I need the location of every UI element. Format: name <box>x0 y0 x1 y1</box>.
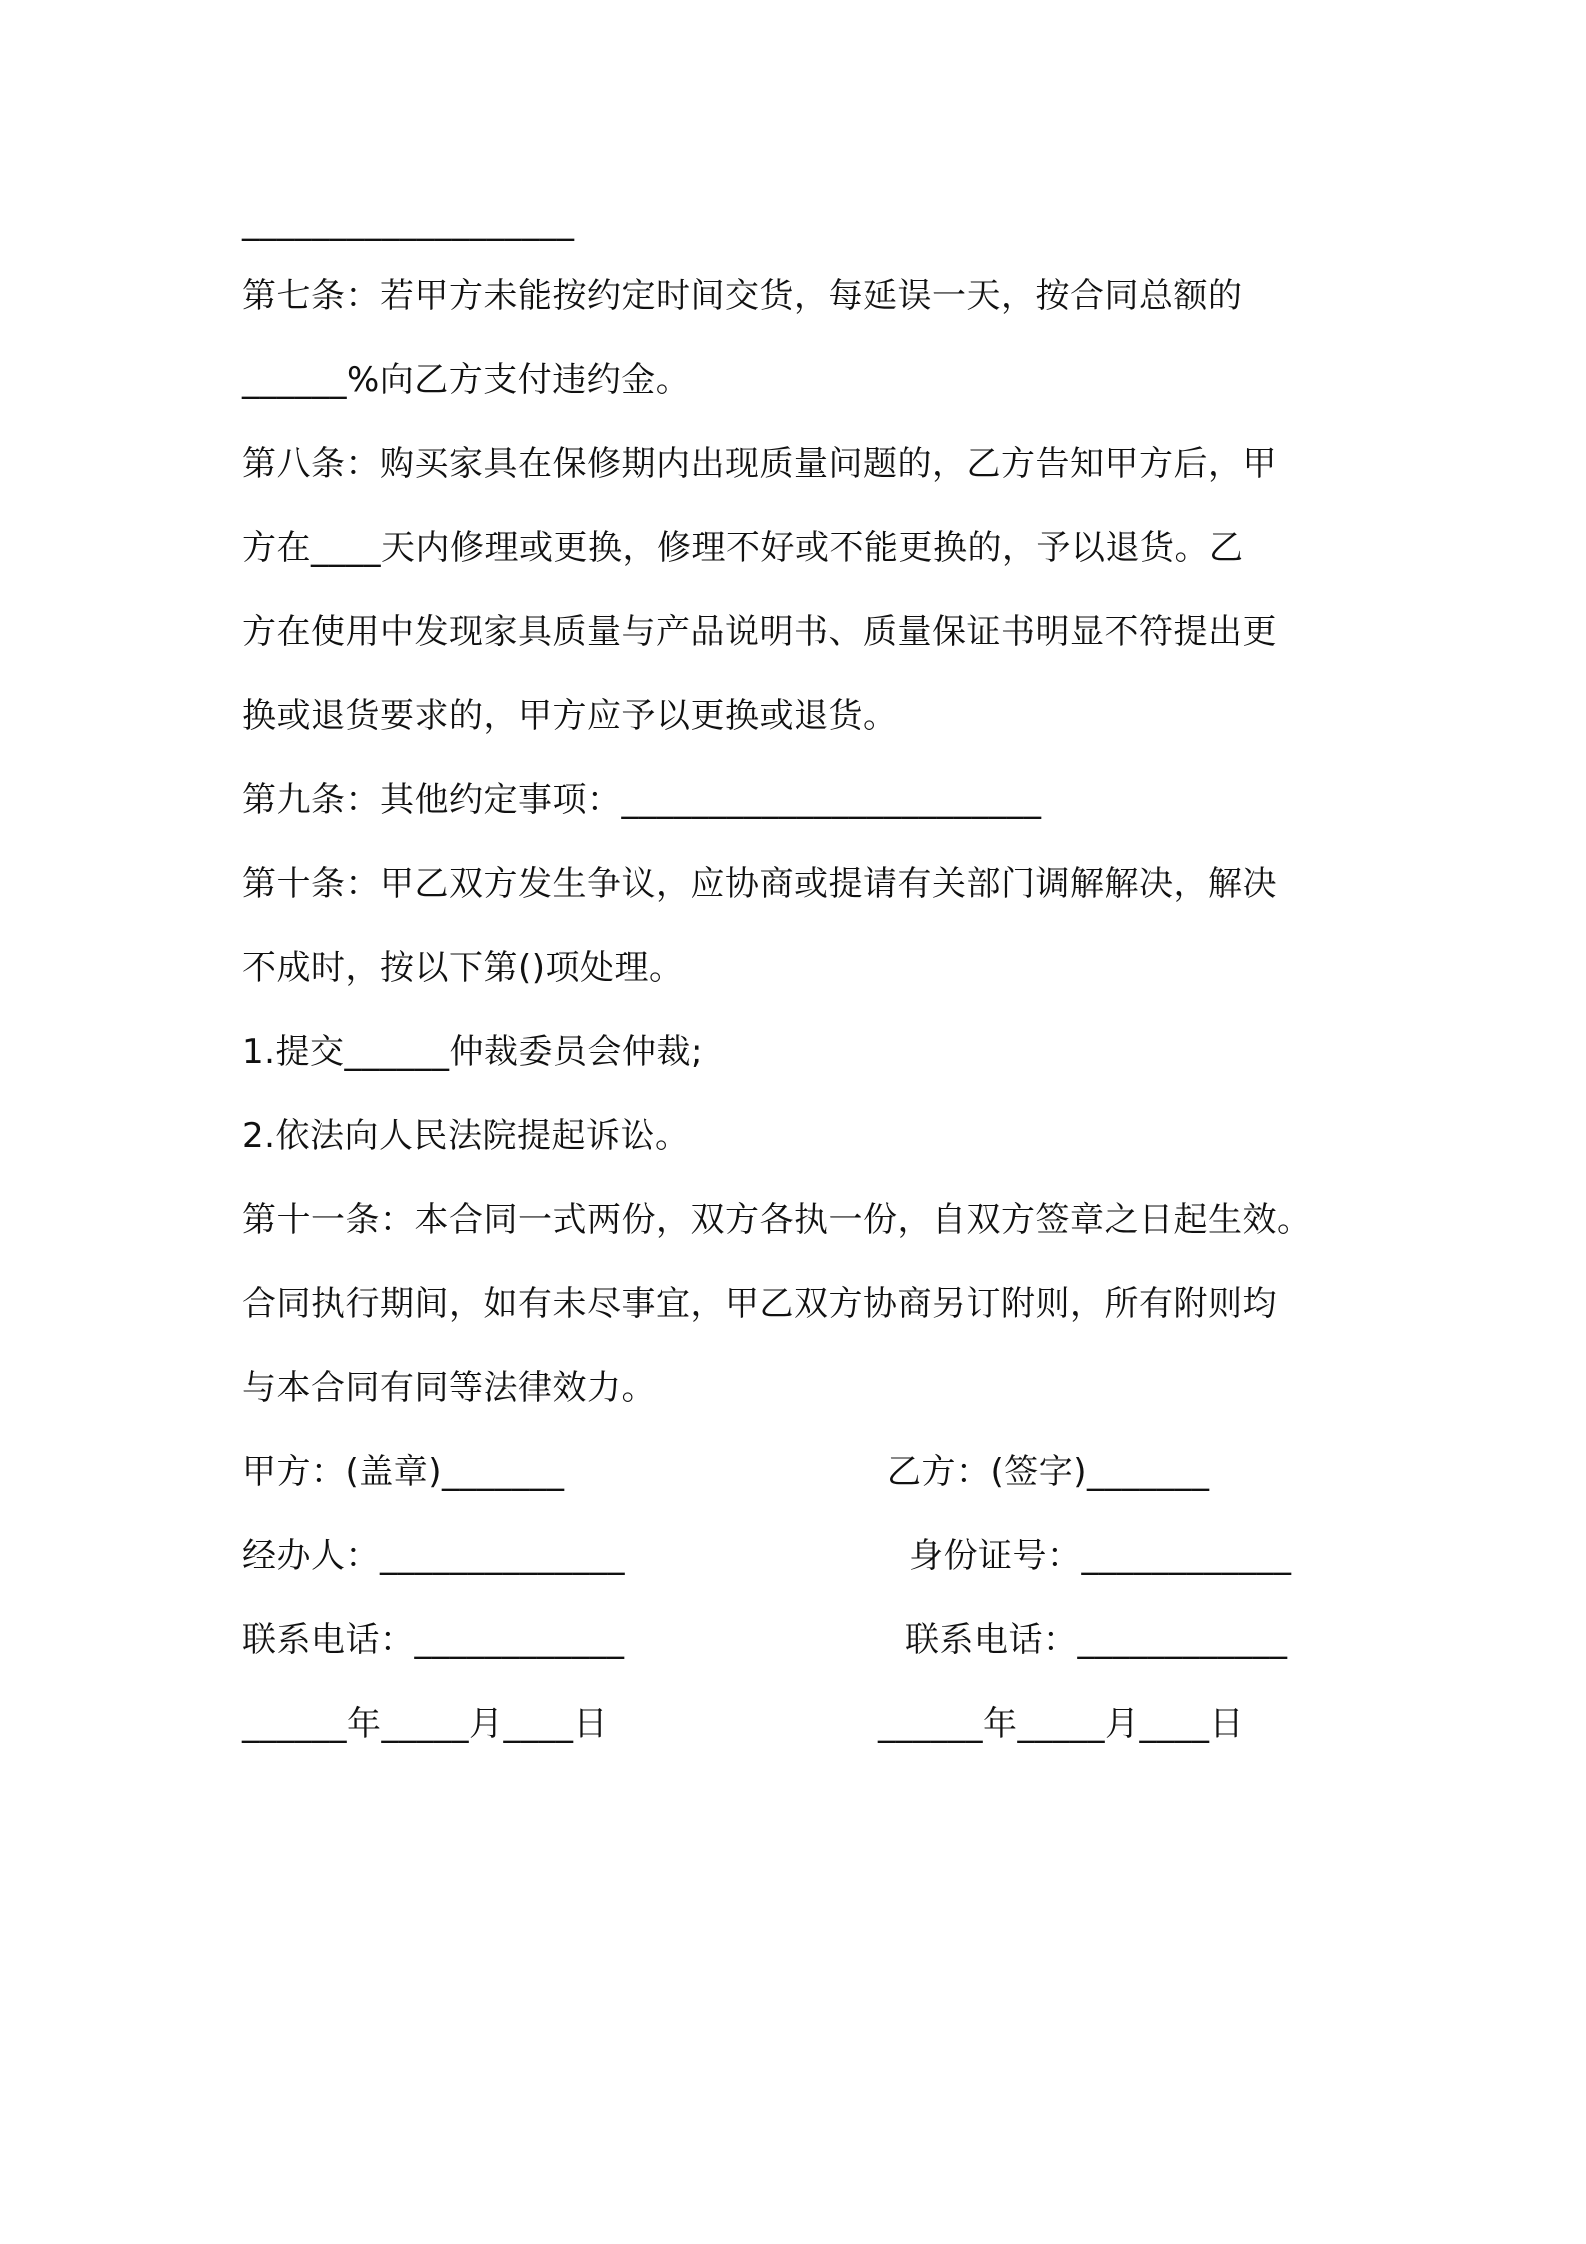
article-8-line-1: 第八条：购买家具在保修期内出现质量问题的，乙方告知甲方后，甲 <box>242 444 1277 484</box>
article-8-line-3: 方在使用中发现家具质量与产品说明书、质量保证书明显不符提出更 <box>242 612 1277 652</box>
article-7-line-1: 第七条：若甲方未能按约定时间交货，每延误一天，按合同总额的 <box>242 276 1243 316</box>
signature-row-parties <box>242 1430 1352 1514</box>
article-10-option-2: 2.依法向人民法院提起诉讼。 <box>242 1116 690 1156</box>
party-a-seal: 甲方：(盖章)_______ <box>242 1452 565 1492</box>
contract-content <box>242 190 1352 1766</box>
signature-row-contact <box>242 1598 1352 1682</box>
article-10-line-1: 第十条：甲乙双方发生争议，应协商或提请有关部门调解解决，解决 <box>242 864 1277 904</box>
contact-phone-b: 联系电话：____________ <box>905 1620 1288 1660</box>
article-10-option-1: 1.提交______仲裁委员会仲裁; <box>242 1032 703 1072</box>
date-b: ______年_____月____日 <box>878 1704 1244 1744</box>
signature-row-date <box>242 1682 1352 1766</box>
id-number-field: 身份证号：____________ <box>909 1536 1292 1576</box>
article-8-line-2: 方在____天内修理或更换，修理不好或不能更换的，予以退货。乙 <box>242 528 1244 568</box>
article-9-line-1: 第九条：其他约定事项：________________________ <box>242 780 1042 820</box>
party-b-signature: 乙方：(签字)_______ <box>887 1452 1210 1492</box>
article-7-line-2: ______%向乙方支付违约金。 <box>242 360 691 400</box>
top-blank-line: ___________________ <box>242 202 575 242</box>
contact-phone-a: 联系电话：____________ <box>242 1620 625 1660</box>
signature-row-handler <box>242 1514 1352 1598</box>
article-8-line-4: 换或退货要求的，甲方应予以更换或退货。 <box>242 696 898 736</box>
handler-field: 经办人：______________ <box>242 1536 625 1576</box>
date-a: ______年_____月____日 <box>242 1704 608 1744</box>
article-11-line-3: 与本合同有同等法律效力。 <box>242 1368 656 1408</box>
article-11-line-2: 合同执行期间，如有未尽事宜，甲乙双方协商另订附则，所有附则均 <box>242 1284 1277 1324</box>
article-11-line-1: 第十一条：本合同一式两份，双方各执一份，自双方签章之日起生效。 <box>242 1200 1312 1240</box>
article-10-line-2: 不成时，按以下第()项处理。 <box>242 948 684 988</box>
